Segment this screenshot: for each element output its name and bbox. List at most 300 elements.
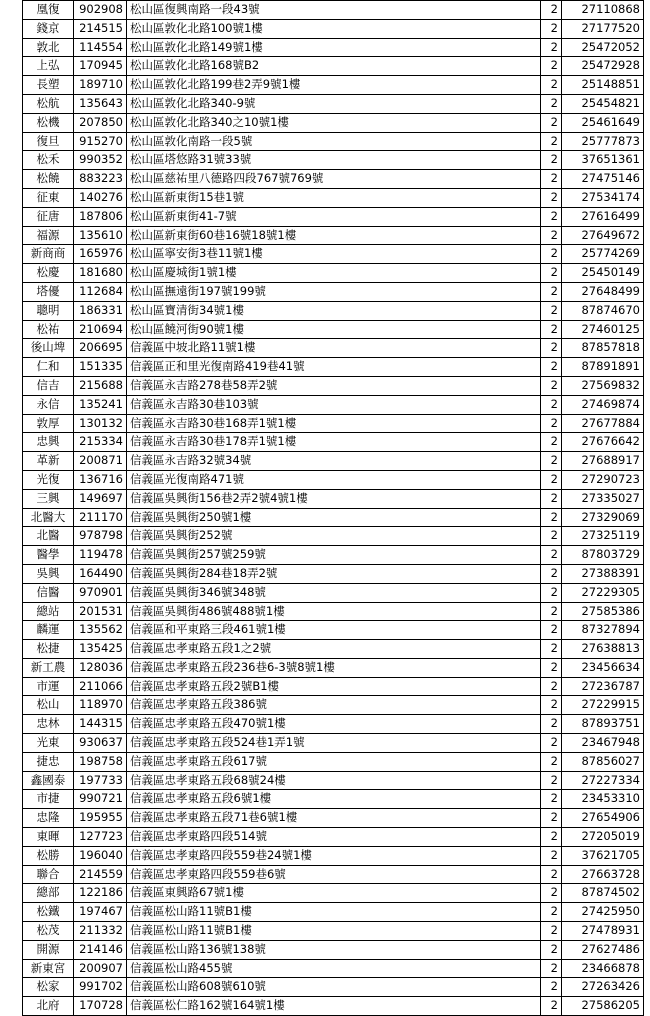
area-code-cell: 2 (541, 94, 562, 113)
area-code-cell: 2 (541, 752, 562, 771)
phone-cell: 27663728 (562, 865, 644, 884)
area-code-cell: 2 (541, 19, 562, 38)
area-code-cell: 2 (541, 602, 562, 621)
address-cell: 信義區永吉路278巷58弄2號 (127, 376, 541, 395)
table-row (23, 752, 644, 771)
area-code-cell: 2 (541, 940, 562, 959)
store-name-cell: 征東 (23, 188, 74, 207)
address-cell: 松山區敦化北路199巷2弄9號1樓 (127, 76, 541, 95)
store-name-cell: 新商商 (23, 245, 74, 264)
store-code-cell: 930637 (74, 734, 127, 753)
table-row (23, 922, 644, 941)
address-cell: 松山區敦化北路168號B2 (127, 57, 541, 76)
address-cell: 信義區吳興街156巷2弄2號4號1樓 (127, 489, 541, 508)
table-row (23, 884, 644, 903)
store-code-cell: 114554 (74, 38, 127, 57)
area-code-cell: 2 (541, 207, 562, 226)
address-cell: 松山區復興南路一段43號 (127, 1, 541, 20)
store-name-cell: 總站 (23, 602, 74, 621)
phone-cell: 37621705 (562, 846, 644, 865)
address-cell: 松山區新東街15巷1號 (127, 188, 541, 207)
store-code-cell: 187806 (74, 207, 127, 226)
address-cell: 松山區敦化北路340-9號 (127, 94, 541, 113)
table-row (23, 395, 644, 414)
store-name-cell: 仁和 (23, 358, 74, 377)
store-code-cell: 991702 (74, 978, 127, 997)
area-code-cell: 2 (541, 922, 562, 941)
phone-cell: 87856027 (562, 752, 644, 771)
phone-cell: 25472052 (562, 38, 644, 57)
phone-cell: 27425950 (562, 903, 644, 922)
address-cell: 信義區吳興街346號348號 (127, 583, 541, 602)
phone-cell: 25472928 (562, 57, 644, 76)
phone-cell: 27638813 (562, 640, 644, 659)
store-name-cell: 松饒 (23, 170, 74, 189)
store-name-cell: 北府 (23, 997, 74, 1016)
table-row (23, 188, 644, 207)
table-row (23, 113, 644, 132)
phone-cell: 87874502 (562, 884, 644, 903)
area-code-cell: 2 (541, 546, 562, 565)
area-code-cell: 2 (541, 809, 562, 828)
phone-cell: 27586205 (562, 997, 644, 1016)
table-row (23, 19, 644, 38)
store-name-cell: 聯合 (23, 865, 74, 884)
store-code-cell: 210694 (74, 320, 127, 339)
store-code-cell: 883223 (74, 170, 127, 189)
store-code-cell: 135610 (74, 226, 127, 245)
table-row (23, 320, 644, 339)
store-code-cell: 118970 (74, 696, 127, 715)
store-code-cell: 170728 (74, 997, 127, 1016)
phone-cell: 87891891 (562, 358, 644, 377)
table-row (23, 602, 644, 621)
store-name-cell: 松山 (23, 696, 74, 715)
store-code-cell: 127723 (74, 828, 127, 847)
store-table (22, 0, 644, 1016)
table-row (23, 715, 644, 734)
phone-cell: 27469874 (562, 395, 644, 414)
area-code-cell: 2 (541, 170, 562, 189)
store-name-cell: 錢京 (23, 19, 74, 38)
phone-cell: 27229915 (562, 696, 644, 715)
address-cell: 信義區永吉路30巷103號 (127, 395, 541, 414)
table-row (23, 151, 644, 170)
store-code-cell: 144315 (74, 715, 127, 734)
area-code-cell: 2 (541, 564, 562, 583)
phone-cell: 27585386 (562, 602, 644, 621)
address-cell: 信義區忠孝東路四段559巷6號 (127, 865, 541, 884)
address-cell: 信義區吳興街252號 (127, 527, 541, 546)
phone-cell: 27478931 (562, 922, 644, 941)
address-cell: 松山區新東街60巷16號18號1樓 (127, 226, 541, 245)
table-row (23, 696, 644, 715)
table-row (23, 76, 644, 95)
address-cell: 信義區光復南路471號 (127, 470, 541, 489)
store-code-cell: 978798 (74, 527, 127, 546)
store-name-cell: 松祐 (23, 320, 74, 339)
address-cell: 信義區忠孝東路五段236巷6-3號8號1樓 (127, 658, 541, 677)
phone-cell: 37651361 (562, 151, 644, 170)
area-code-cell: 2 (541, 658, 562, 677)
phone-cell: 27388391 (562, 564, 644, 583)
area-code-cell: 2 (541, 997, 562, 1016)
phone-cell: 27569832 (562, 376, 644, 395)
store-name-cell: 征唐 (23, 207, 74, 226)
area-code-cell: 2 (541, 583, 562, 602)
area-code-cell: 2 (541, 132, 562, 151)
table-row (23, 245, 644, 264)
store-code-cell: 211170 (74, 508, 127, 527)
phone-cell: 25450149 (562, 264, 644, 283)
store-name-cell: 新東宮 (23, 959, 74, 978)
area-code-cell: 2 (541, 696, 562, 715)
store-code-cell: 990352 (74, 151, 127, 170)
store-name-cell: 福源 (23, 226, 74, 245)
table-row (23, 38, 644, 57)
phone-cell: 27534174 (562, 188, 644, 207)
table-row (23, 489, 644, 508)
store-name-cell: 松鐵 (23, 903, 74, 922)
store-code-cell: 214559 (74, 865, 127, 884)
store-name-cell: 新工農 (23, 658, 74, 677)
phone-cell: 27229305 (562, 583, 644, 602)
address-cell: 松山區敦化北路149號1樓 (127, 38, 541, 57)
area-code-cell: 2 (541, 715, 562, 734)
area-code-cell: 2 (541, 188, 562, 207)
area-code-cell: 2 (541, 76, 562, 95)
area-code-cell: 2 (541, 282, 562, 301)
table-row (23, 282, 644, 301)
table-row (23, 959, 644, 978)
area-code-cell: 2 (541, 1, 562, 20)
phone-cell: 27110868 (562, 1, 644, 20)
table-row (23, 1, 644, 20)
store-name-cell: 松捷 (23, 640, 74, 659)
phone-cell: 27627486 (562, 940, 644, 959)
store-name-cell: 鑫國泰 (23, 771, 74, 790)
table-row (23, 734, 644, 753)
phone-cell: 87874670 (562, 301, 644, 320)
area-code-cell: 2 (541, 470, 562, 489)
address-cell: 松山區寶清街34號1樓 (127, 301, 541, 320)
store-code-cell: 196040 (74, 846, 127, 865)
address-cell: 信義區忠孝東路四段559巷24號1樓 (127, 846, 541, 865)
area-code-cell: 2 (541, 38, 562, 57)
table-row (23, 339, 644, 358)
address-cell: 信義區中坡北路11號1樓 (127, 339, 541, 358)
store-code-cell: 197733 (74, 771, 127, 790)
address-cell: 信義區忠孝東路五段2號B1樓 (127, 677, 541, 696)
table-row (23, 414, 644, 433)
area-code-cell: 2 (541, 151, 562, 170)
table-row (23, 433, 644, 452)
table-row (23, 583, 644, 602)
area-code-cell: 2 (541, 884, 562, 903)
area-code-cell: 2 (541, 527, 562, 546)
store-name-cell: 革新 (23, 452, 74, 471)
store-name-cell: 市捷 (23, 790, 74, 809)
table-row (23, 264, 644, 283)
store-name-cell: 敦北 (23, 38, 74, 57)
area-code-cell: 2 (541, 771, 562, 790)
store-code-cell: 181680 (74, 264, 127, 283)
phone-cell: 27648499 (562, 282, 644, 301)
area-code-cell: 2 (541, 57, 562, 76)
address-cell: 信義區東興路67號1樓 (127, 884, 541, 903)
table-row (23, 94, 644, 113)
store-code-cell: 211332 (74, 922, 127, 941)
store-code-cell: 215688 (74, 376, 127, 395)
address-cell: 信義區忠孝東路四段514號 (127, 828, 541, 847)
table-row (23, 677, 644, 696)
store-code-cell: 135425 (74, 640, 127, 659)
store-code-cell: 200907 (74, 959, 127, 978)
area-code-cell: 2 (541, 264, 562, 283)
store-name-cell: 市運 (23, 677, 74, 696)
address-cell: 信義區和平東路三段461號1樓 (127, 621, 541, 640)
store-name-cell: 松勝 (23, 846, 74, 865)
address-cell: 松山區撫遠街197號199號 (127, 282, 541, 301)
store-name-cell: 醫學 (23, 546, 74, 565)
store-code-cell: 970901 (74, 583, 127, 602)
store-code-cell: 915270 (74, 132, 127, 151)
phone-cell: 27475146 (562, 170, 644, 189)
table-row (23, 132, 644, 151)
table-row (23, 170, 644, 189)
area-code-cell: 2 (541, 452, 562, 471)
phone-cell: 27177520 (562, 19, 644, 38)
store-name-cell: 長塑 (23, 76, 74, 95)
phone-cell: 23466878 (562, 959, 644, 978)
table-row (23, 771, 644, 790)
store-name-cell: 松家 (23, 978, 74, 997)
table-row (23, 790, 644, 809)
phone-cell: 27460125 (562, 320, 644, 339)
area-code-cell: 2 (541, 301, 562, 320)
address-cell: 信義區永吉路32號34號 (127, 452, 541, 471)
store-name-cell: 光東 (23, 734, 74, 753)
phone-cell: 27236787 (562, 677, 644, 696)
store-code-cell: 197467 (74, 903, 127, 922)
table-row (23, 470, 644, 489)
address-cell: 信義區忠孝東路五段6號1樓 (127, 790, 541, 809)
store-name-cell: 敦厚 (23, 414, 74, 433)
phone-cell: 27676642 (562, 433, 644, 452)
area-code-cell: 2 (541, 677, 562, 696)
address-cell: 信義區松山路11號B1樓 (127, 922, 541, 941)
table-row (23, 658, 644, 677)
table-row (23, 376, 644, 395)
area-code-cell: 2 (541, 640, 562, 659)
phone-cell: 27616499 (562, 207, 644, 226)
store-code-cell: 990721 (74, 790, 127, 809)
store-name-cell: 麟運 (23, 621, 74, 640)
store-code-cell: 151335 (74, 358, 127, 377)
phone-cell: 25774269 (562, 245, 644, 264)
store-code-cell: 135241 (74, 395, 127, 414)
address-cell: 信義區吳興街250號1樓 (127, 508, 541, 527)
table-row (23, 226, 644, 245)
store-code-cell: 200871 (74, 452, 127, 471)
address-cell: 松山區敦化北路340之10號1樓 (127, 113, 541, 132)
store-code-cell: 214515 (74, 19, 127, 38)
store-code-cell: 165976 (74, 245, 127, 264)
table-row (23, 358, 644, 377)
table-row (23, 940, 644, 959)
store-name-cell: 松茂 (23, 922, 74, 941)
address-cell: 松山區慶城街1號1樓 (127, 264, 541, 283)
area-code-cell: 2 (541, 245, 562, 264)
store-code-cell: 211066 (74, 677, 127, 696)
area-code-cell: 2 (541, 433, 562, 452)
table-row (23, 527, 644, 546)
address-cell: 信義區松山路136號138號 (127, 940, 541, 959)
address-cell: 信義區松仁路162號164號1樓 (127, 997, 541, 1016)
address-cell: 松山區慈祐里八德路四段767號769號 (127, 170, 541, 189)
store-name-cell: 三興 (23, 489, 74, 508)
store-name-cell: 忠林 (23, 715, 74, 734)
area-code-cell: 2 (541, 226, 562, 245)
table-row (23, 564, 644, 583)
address-cell: 信義區忠孝東路五段470號1樓 (127, 715, 541, 734)
store-name-cell: 信醫 (23, 583, 74, 602)
address-cell: 信義區忠孝東路五段386號 (127, 696, 541, 715)
address-cell: 信義區忠孝東路五段617號 (127, 752, 541, 771)
table-row (23, 301, 644, 320)
store-code-cell: 902908 (74, 1, 127, 20)
address-cell: 信義區永吉路30巷168弄1號1樓 (127, 414, 541, 433)
area-code-cell: 2 (541, 376, 562, 395)
area-code-cell: 2 (541, 339, 562, 358)
address-cell: 松山區敦化南路一段5號 (127, 132, 541, 151)
store-name-cell: 忠隆 (23, 809, 74, 828)
address-cell: 信義區吳興街486號488號1樓 (127, 602, 541, 621)
store-name-cell: 松慶 (23, 264, 74, 283)
phone-cell: 27290723 (562, 470, 644, 489)
phone-cell: 27227334 (562, 771, 644, 790)
phone-cell: 23453310 (562, 790, 644, 809)
address-cell: 信義區吳興街257號259號 (127, 546, 541, 565)
store-code-cell: 201531 (74, 602, 127, 621)
store-name-cell: 聰明 (23, 301, 74, 320)
store-name-cell: 松航 (23, 94, 74, 113)
address-cell: 信義區忠孝東路五段524巷1弄1號 (127, 734, 541, 753)
table-row (23, 621, 644, 640)
store-name-cell: 復旦 (23, 132, 74, 151)
phone-cell: 87893751 (562, 715, 644, 734)
store-name-cell: 北醫 (23, 527, 74, 546)
address-cell: 松山區塔悠路31號33號 (127, 151, 541, 170)
store-name-cell: 塔優 (23, 282, 74, 301)
store-name-cell: 上弘 (23, 57, 74, 76)
phone-cell: 25454821 (562, 94, 644, 113)
table-row (23, 903, 644, 922)
table-row (23, 865, 644, 884)
store-name-cell: 光復 (23, 470, 74, 489)
store-code-cell: 135562 (74, 621, 127, 640)
store-name-cell: 吳興 (23, 564, 74, 583)
area-code-cell: 2 (541, 790, 562, 809)
area-code-cell: 2 (541, 903, 562, 922)
store-name-cell: 總部 (23, 884, 74, 903)
store-name-cell: 開源 (23, 940, 74, 959)
table-row (23, 978, 644, 997)
address-cell: 松山區寧安街3巷11號1樓 (127, 245, 541, 264)
store-code-cell: 186331 (74, 301, 127, 320)
store-code-cell: 136716 (74, 470, 127, 489)
phone-cell: 25148851 (562, 76, 644, 95)
phone-cell: 87327894 (562, 621, 644, 640)
table-body (23, 1, 644, 1016)
phone-cell: 25461649 (562, 113, 644, 132)
store-code-cell: 128036 (74, 658, 127, 677)
store-code-cell: 207850 (74, 113, 127, 132)
area-code-cell: 2 (541, 828, 562, 847)
address-cell: 信義區正和里光復南路419巷41號 (127, 358, 541, 377)
area-code-cell: 2 (541, 489, 562, 508)
address-cell: 信義區松山路455號 (127, 959, 541, 978)
phone-cell: 23456634 (562, 658, 644, 677)
store-code-cell: 215334 (74, 433, 127, 452)
store-code-cell: 214146 (74, 940, 127, 959)
table-row (23, 508, 644, 527)
address-cell: 信義區忠孝東路五段68號24樓 (127, 771, 541, 790)
area-code-cell: 2 (541, 865, 562, 884)
phone-cell: 87803729 (562, 546, 644, 565)
store-code-cell: 140276 (74, 188, 127, 207)
store-code-cell: 122186 (74, 884, 127, 903)
store-code-cell: 130132 (74, 414, 127, 433)
store-name-cell: 永信 (23, 395, 74, 414)
store-name-cell: 松禾 (23, 151, 74, 170)
area-code-cell: 2 (541, 414, 562, 433)
table-row (23, 546, 644, 565)
area-code-cell: 2 (541, 508, 562, 527)
store-code-cell: 164490 (74, 564, 127, 583)
phone-cell: 27205019 (562, 828, 644, 847)
phone-cell: 23467948 (562, 734, 644, 753)
table-row (23, 57, 644, 76)
address-cell: 信義區忠孝東路五段71巷6號1樓 (127, 809, 541, 828)
address-cell: 信義區松山路11號B1樓 (127, 903, 541, 922)
area-code-cell: 2 (541, 358, 562, 377)
store-name-cell: 東暉 (23, 828, 74, 847)
phone-cell: 27263426 (562, 978, 644, 997)
address-cell: 信義區忠孝東路五段1之2號 (127, 640, 541, 659)
area-code-cell: 2 (541, 621, 562, 640)
store-name-cell: 後山埤 (23, 339, 74, 358)
phone-cell: 27649672 (562, 226, 644, 245)
address-cell: 信義區松山路608號610號 (127, 978, 541, 997)
store-name-cell: 忠興 (23, 433, 74, 452)
store-code-cell: 149697 (74, 489, 127, 508)
table-row (23, 452, 644, 471)
table-row (23, 207, 644, 226)
phone-cell: 25777873 (562, 132, 644, 151)
phone-cell: 27654906 (562, 809, 644, 828)
phone-cell: 27677884 (562, 414, 644, 433)
phone-cell: 27325119 (562, 527, 644, 546)
store-code-cell: 206695 (74, 339, 127, 358)
store-name-cell: 松機 (23, 113, 74, 132)
table-row (23, 846, 644, 865)
store-code-cell: 112684 (74, 282, 127, 301)
table-row (23, 809, 644, 828)
area-code-cell: 2 (541, 320, 562, 339)
area-code-cell: 2 (541, 846, 562, 865)
address-cell: 松山區饒河街90號1樓 (127, 320, 541, 339)
